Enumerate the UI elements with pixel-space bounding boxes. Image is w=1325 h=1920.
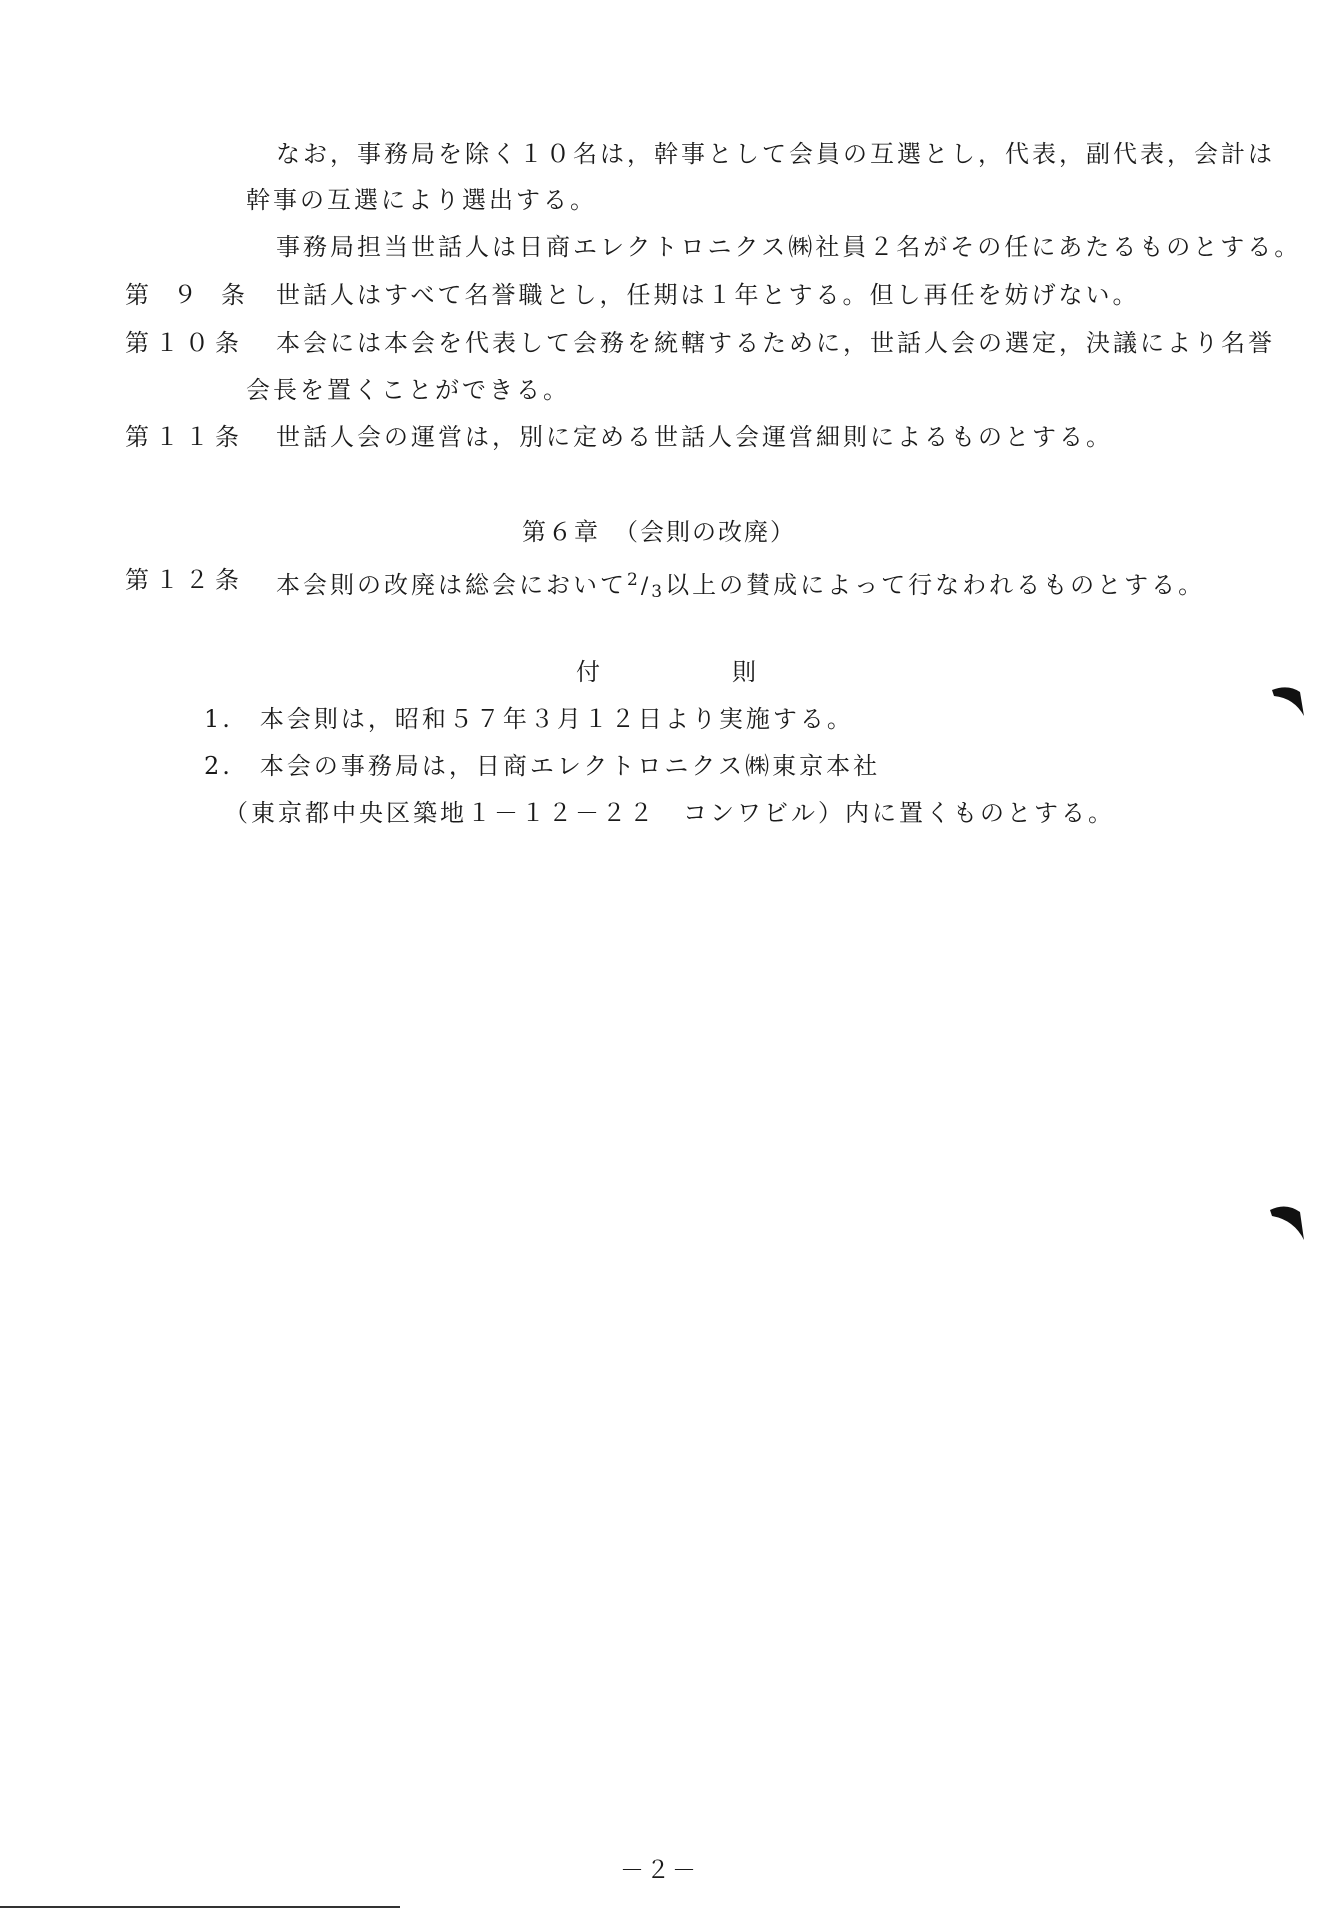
punch-hole-mark <box>1270 680 1306 720</box>
text-line: なお，事務局を除く１０名は，幹事として会員の互選とし，代表，副代表，会計は <box>276 140 1275 168</box>
text-line: 事務局担当世話人は日商エレクトロニクス㈱社員２名がその任にあたるものとする。 <box>276 233 1302 261</box>
fraction-two-thirds: $^2/_3$ <box>627 570 666 602</box>
bottom-edge-line <box>0 1906 400 1908</box>
article-9-text: 世話人はすべて名誉職とし，任期は１年とする。但し再任を妨げない。 <box>276 281 1140 309</box>
chapter-6-heading: 第６章 （会則の改廃） <box>522 518 796 546</box>
article-12-label: 第１２条 <box>125 566 245 594</box>
supplementary-item-2-address: （東京都中央区築地１－１２－２２ コンワビル）内に置くものとする。 <box>224 799 1115 827</box>
article-12-text-a: 本会則の改廃は総会において <box>276 571 627 599</box>
supplementary-provisions-heading: 付 則 <box>576 658 758 686</box>
article-9-label: 第 ９ 条 <box>125 281 245 309</box>
supplementary-item-2: 2. 本会の事務局は，日商エレクトロニクス㈱東京本社 <box>204 752 881 780</box>
article-10-text-cont: 会長を置くことができる。 <box>246 376 570 404</box>
article-11-text: 世話人会の運営は，別に定める世話人会運営細則によるものとする。 <box>276 423 1113 451</box>
article-12-text-b: 以上の賛成によって行なわれるものとする。 <box>665 571 1206 599</box>
punch-hole-mark <box>1268 1200 1306 1244</box>
article-10-label: 第１０条 <box>125 329 245 357</box>
supplementary-item-1: 1. 本会則は，昭和５７年３月１２日より実施する。 <box>204 705 854 733</box>
article-11-label: 第１１条 <box>125 423 245 451</box>
article-12-text <box>276 566 1205 606</box>
article-10-text: 本会には本会を代表して会務を統轄するために，世話人会の選定，決議により名誉 <box>276 329 1275 357</box>
fraction-numerator: 2 <box>627 570 641 590</box>
text-line: 幹事の互選により選出する。 <box>246 186 597 214</box>
fraction-denominator: 3 <box>651 582 666 602</box>
page-number: －２－ <box>620 1856 698 1884</box>
